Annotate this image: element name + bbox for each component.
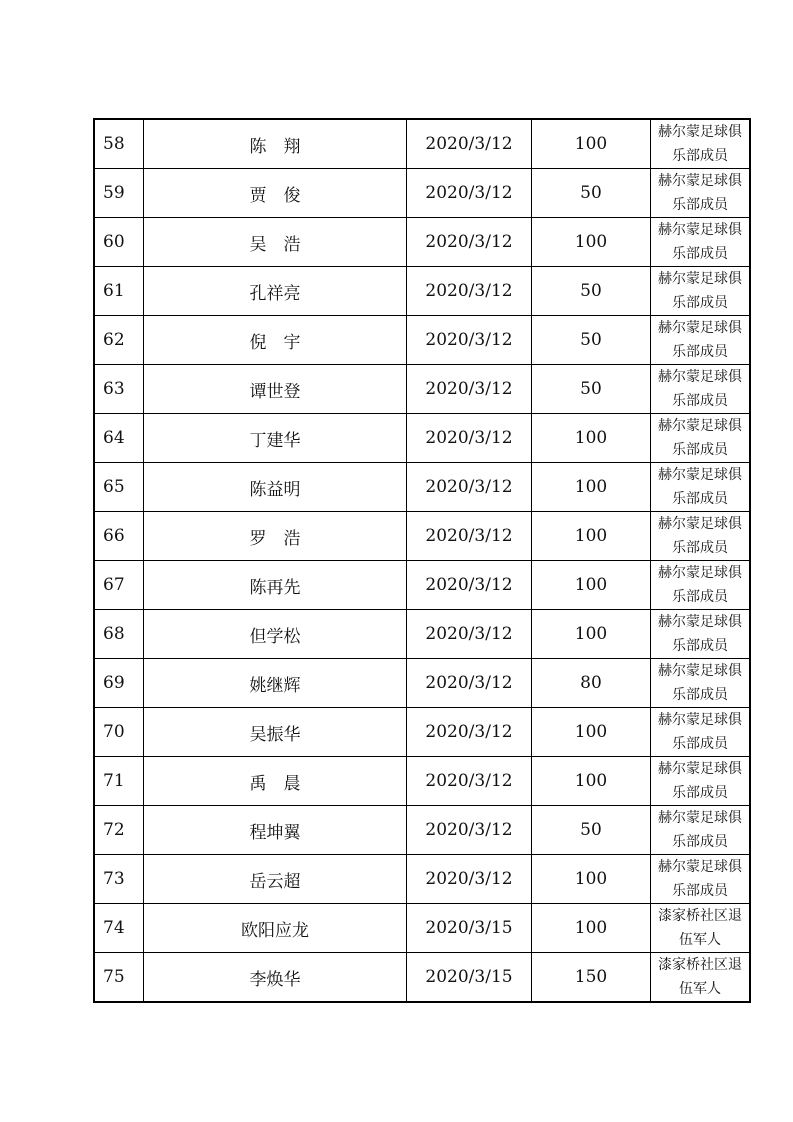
date-cell: 2020/3/12	[407, 659, 532, 708]
row-number: 74	[94, 904, 144, 953]
row-number: 70	[94, 708, 144, 757]
date-cell: 2020/3/12	[407, 757, 532, 806]
amount-cell: 100	[532, 414, 651, 463]
note-cell: 赫尔蒙足球俱乐部成员	[651, 561, 751, 610]
person-name: 倪 宇	[144, 316, 407, 365]
date-cell: 2020/3/15	[407, 953, 532, 1003]
amount-cell: 80	[532, 659, 651, 708]
date-cell: 2020/3/12	[407, 218, 532, 267]
row-number: 60	[94, 218, 144, 267]
note-cell: 赫尔蒙足球俱乐部成员	[651, 806, 751, 855]
amount-cell: 150	[532, 953, 651, 1003]
amount-cell: 100	[532, 561, 651, 610]
date-cell: 2020/3/12	[407, 463, 532, 512]
date-cell: 2020/3/12	[407, 806, 532, 855]
row-number: 64	[94, 414, 144, 463]
person-name: 李焕华	[144, 953, 407, 1003]
note-cell: 赫尔蒙足球俱乐部成员	[651, 267, 751, 316]
note-cell: 赫尔蒙足球俱乐部成员	[651, 119, 751, 169]
row-number: 63	[94, 365, 144, 414]
person-name: 谭世登	[144, 365, 407, 414]
note-cell: 漆家桥社区退伍军人	[651, 953, 751, 1003]
date-cell: 2020/3/12	[407, 414, 532, 463]
date-cell: 2020/3/12	[407, 169, 532, 218]
amount-cell: 50	[532, 169, 651, 218]
row-number: 69	[94, 659, 144, 708]
table-row	[94, 757, 750, 806]
date-cell: 2020/3/12	[407, 512, 532, 561]
date-cell: 2020/3/12	[407, 316, 532, 365]
table-row	[94, 904, 750, 953]
note-cell: 赫尔蒙足球俱乐部成员	[651, 414, 751, 463]
note-cell: 赫尔蒙足球俱乐部成员	[651, 512, 751, 561]
date-cell: 2020/3/12	[407, 708, 532, 757]
row-number: 66	[94, 512, 144, 561]
amount-cell: 100	[532, 512, 651, 561]
person-name: 陈 翔	[144, 119, 407, 169]
donation-table	[93, 118, 751, 1003]
note-cell: 赫尔蒙足球俱乐部成员	[651, 218, 751, 267]
row-number: 59	[94, 169, 144, 218]
person-name: 贾 俊	[144, 169, 407, 218]
row-number: 61	[94, 267, 144, 316]
table-row	[94, 953, 750, 1003]
date-cell: 2020/3/15	[407, 904, 532, 953]
person-name: 吴 浩	[144, 218, 407, 267]
row-number: 67	[94, 561, 144, 610]
table-row	[94, 119, 750, 169]
person-name: 岳云超	[144, 855, 407, 904]
table-row	[94, 414, 750, 463]
person-name: 陈再先	[144, 561, 407, 610]
row-number: 73	[94, 855, 144, 904]
person-name: 陈益明	[144, 463, 407, 512]
date-cell: 2020/3/12	[407, 267, 532, 316]
date-cell: 2020/3/12	[407, 365, 532, 414]
note-cell: 赫尔蒙足球俱乐部成员	[651, 463, 751, 512]
table-body	[94, 119, 750, 1002]
date-cell: 2020/3/12	[407, 119, 532, 169]
table-row	[94, 316, 750, 365]
person-name: 但学松	[144, 610, 407, 659]
note-cell: 赫尔蒙足球俱乐部成员	[651, 708, 751, 757]
note-cell: 赫尔蒙足球俱乐部成员	[651, 365, 751, 414]
row-number: 68	[94, 610, 144, 659]
person-name: 程坤翼	[144, 806, 407, 855]
row-number: 75	[94, 953, 144, 1003]
note-cell: 赫尔蒙足球俱乐部成员	[651, 316, 751, 365]
table-row	[94, 218, 750, 267]
amount-cell: 50	[532, 316, 651, 365]
note-cell: 漆家桥社区退伍军人	[651, 904, 751, 953]
date-cell: 2020/3/12	[407, 855, 532, 904]
table-row	[94, 512, 750, 561]
person-name: 孔祥亮	[144, 267, 407, 316]
row-number: 71	[94, 757, 144, 806]
date-cell: 2020/3/12	[407, 561, 532, 610]
amount-cell: 100	[532, 218, 651, 267]
table-row	[94, 610, 750, 659]
amount-cell: 50	[532, 267, 651, 316]
amount-cell: 100	[532, 708, 651, 757]
table-row	[94, 561, 750, 610]
amount-cell: 100	[532, 119, 651, 169]
table-row	[94, 708, 750, 757]
person-name: 吴振华	[144, 708, 407, 757]
note-cell: 赫尔蒙足球俱乐部成员	[651, 659, 751, 708]
note-cell: 赫尔蒙足球俱乐部成员	[651, 169, 751, 218]
amount-cell: 100	[532, 757, 651, 806]
table-row	[94, 365, 750, 414]
table-row	[94, 855, 750, 904]
person-name: 禹 晨	[144, 757, 407, 806]
amount-cell: 50	[532, 365, 651, 414]
note-cell: 赫尔蒙足球俱乐部成员	[651, 610, 751, 659]
table-row	[94, 806, 750, 855]
person-name: 罗 浩	[144, 512, 407, 561]
person-name: 丁建华	[144, 414, 407, 463]
row-number: 58	[94, 119, 144, 169]
amount-cell: 50	[532, 806, 651, 855]
amount-cell: 100	[532, 904, 651, 953]
amount-cell: 100	[532, 855, 651, 904]
table-row	[94, 463, 750, 512]
row-number: 62	[94, 316, 144, 365]
row-number: 72	[94, 806, 144, 855]
row-number: 65	[94, 463, 144, 512]
table-row	[94, 659, 750, 708]
date-cell: 2020/3/12	[407, 610, 532, 659]
person-name: 姚继辉	[144, 659, 407, 708]
table-row	[94, 267, 750, 316]
amount-cell: 100	[532, 610, 651, 659]
table-row	[94, 169, 750, 218]
person-name: 欧阳应龙	[144, 904, 407, 953]
amount-cell: 100	[532, 463, 651, 512]
note-cell: 赫尔蒙足球俱乐部成员	[651, 757, 751, 806]
note-cell: 赫尔蒙足球俱乐部成员	[651, 855, 751, 904]
